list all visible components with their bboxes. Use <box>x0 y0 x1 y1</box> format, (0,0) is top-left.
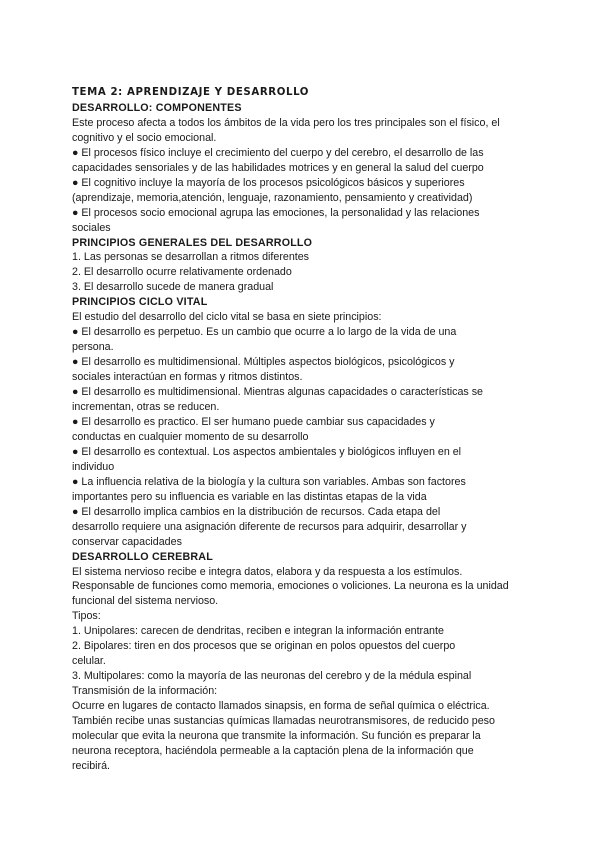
text-line: Ocurre en lugares de contacto llamados sinapsis, en forma de señal química o eléctrica. <box>72 700 490 713</box>
text-line: importantes pero su influencia es variable en las distintas etapas de la vida <box>72 490 427 503</box>
text-line: incrementan, otras se reducen. <box>72 401 220 414</box>
text-line: sociales <box>72 221 111 234</box>
text-line: desarrollo requiere una asignación diferente de recursos para adquirir, desarrollar y <box>72 520 467 533</box>
text-line: 1. Las personas se desarrollan a ritmos diferentes <box>72 251 310 264</box>
text-line: ● El procesos físico incluye el crecimiento del cuerpo y del cerebro, el desarrollo de las <box>72 146 484 159</box>
text-line: ● El desarrollo es contextual. Los aspectos ambientales y biológicos influyen en el <box>72 445 462 458</box>
section-heading: DESARROLLO: COMPONENTES <box>72 101 242 114</box>
section-heading: PRINCIPIOS CICLO VITAL <box>72 296 208 309</box>
text-line: 2. El desarrollo ocurre relativamente ordenado <box>72 266 292 279</box>
text-line: El sistema nervioso recibe e integra datos, elabora y da respuesta a los estímulos. <box>72 565 463 578</box>
text-line: recibirá. <box>72 759 111 772</box>
text-line: 3. Multipolares: como la mayoría de las neuronas del cerebro y de la médula espinal <box>72 670 472 683</box>
document-title: TEMA 2: APRENDIZAJE Y DESARROLLO <box>72 87 310 98</box>
text-line: sociales interactúan en formas y ritmos distintos. <box>72 371 303 384</box>
text-line: ● El desarrollo es multidimensional. Múltiples aspectos biológicos, psicológicos y <box>72 356 455 369</box>
text-line: ● El procesos socio emocional agrupa las emociones, la personalidad y las relaciones <box>72 206 480 219</box>
section-heading: DESARROLLO CEREBRAL <box>72 550 213 563</box>
section-heading: PRINCIPIOS GENERALES DEL DESARROLLO <box>72 236 313 249</box>
text-line: El estudio del desarrollo del ciclo vital se basa en siete principios: <box>72 311 382 324</box>
text-line: celular. <box>72 655 106 668</box>
text-line: funcional del sistema nervioso. <box>72 595 219 608</box>
text-line: Este proceso afecta a todos los ámbitos de la vida pero los tres principales son el físico, el <box>72 116 500 129</box>
text-line: conductas en cualquier momento de su desarrollo <box>72 430 309 443</box>
text-line: (aprendizaje, memoria,atención, lenguaje, razonamiento, pensamiento y creatividad) <box>72 191 473 204</box>
text-line: neurona receptora, haciéndola permeable a la captación plena de la información que <box>72 744 474 757</box>
text-line: 2. Bipolares: tiren en dos procesos que se originan en polos opuestos del cuerpo <box>72 640 456 653</box>
text-line: persona. <box>72 341 114 354</box>
text-line: Transmisión de la información: <box>72 685 218 698</box>
text-line: capacidades sensoriales y de las habilidades motrices y en general la salud del cuerpo <box>72 161 484 174</box>
text-line: ● El desarrollo implica cambios en la distribución de recursos. Cada etapa del <box>72 505 441 518</box>
text-line: ● La influencia relativa de la biología y la cultura son variables. Ambas son factores <box>72 475 466 488</box>
document-page <box>72 86 532 774</box>
document-body <box>72 101 532 774</box>
text-line: ● El desarrollo es perpetuo. Es un cambio que ocurre a lo largo de la vida de una <box>72 326 457 339</box>
text-line: 1. Unipolares: carecen de dendritas, reciben e integran la información entrante <box>72 625 444 638</box>
text-line: cognitivo y el socio emocional. <box>72 131 217 144</box>
text-line: 3. El desarrollo sucede de manera gradual <box>72 281 274 294</box>
text-line: individuo <box>72 460 115 473</box>
text-line: molecular que evita la neurona que transmite la información. Su función es preparar la <box>72 729 481 742</box>
text-line: ● El desarrollo es practico. El ser humano puede cambiar sus capacidades y <box>72 415 435 428</box>
text-line: conservar capacidades <box>72 535 182 548</box>
text-line: ● El desarrollo es multidimensional. Mientras algunas capacidades o características se <box>72 386 483 399</box>
text-line: También recibe unas sustancias químicas llamadas neurotransmisores, de reducido peso <box>72 715 495 728</box>
text-line: Responsable de funciones como memoria, emociones o voliciones. La neurona es la unidad <box>72 580 509 593</box>
text-line: Tipos: <box>72 610 101 623</box>
text-line: ● El cognitivo incluye la mayoría de los procesos psicológicos básicos y superiores <box>72 176 465 189</box>
